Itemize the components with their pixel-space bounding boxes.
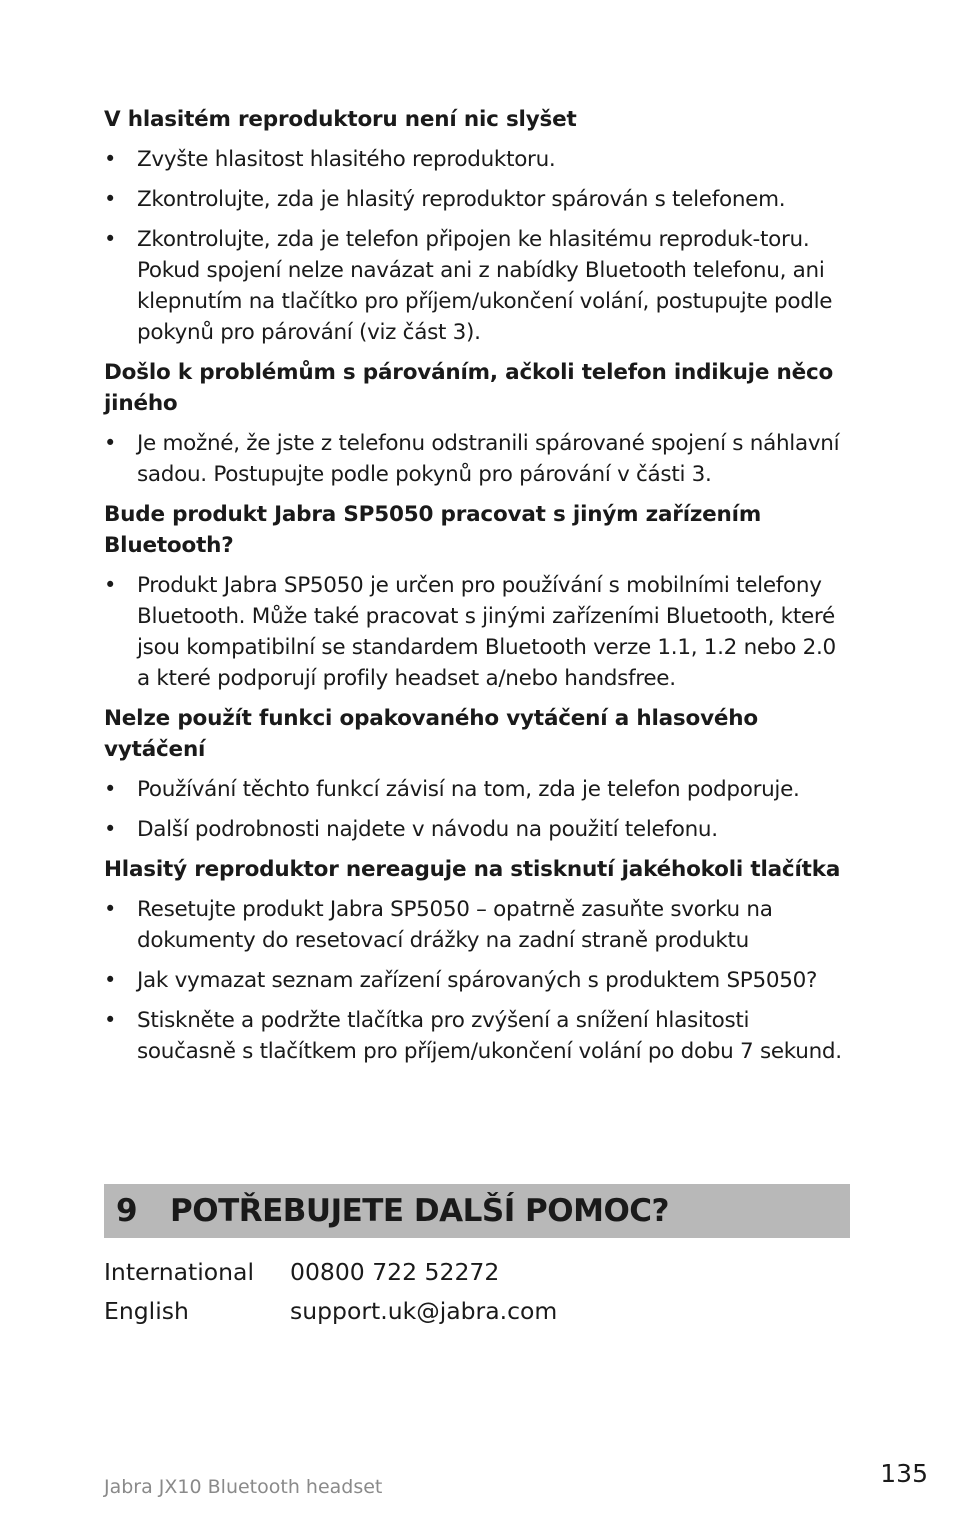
bullet-icon: • [104, 1008, 117, 1032]
bullet-icon: • [104, 187, 117, 211]
bullet-icon: • [104, 147, 117, 171]
bullet-list [104, 428, 850, 490]
contact-table [104, 1253, 850, 1331]
section-heading: Nelze použít funkci opakovaného vytáčení a hlasového vytáčení [104, 706, 758, 762]
list-item [104, 224, 850, 348]
list-item [104, 814, 850, 845]
bullet-list [104, 774, 850, 845]
section-heading: Bude produkt Jabra SP5050 pracovat s jiným zařízením Bluetooth? [104, 502, 762, 558]
list-item-text: Jak vymazat seznam zařízení spárovaných s produktem SP5050? [137, 968, 818, 993]
troubleshooting-content [104, 104, 850, 1076]
bullet-list [104, 144, 850, 348]
bullet-icon: • [104, 777, 117, 801]
list-item-text: Je možné, že jste z telefonu odstranili spárované spojení s náhlavní sadou. Postupujte podle pokynů pro párování v části 3. [137, 431, 840, 487]
contact-value: 00800 722 52272 [290, 1258, 500, 1286]
list-item [104, 570, 850, 694]
contact-row [104, 1253, 850, 1292]
list-item [104, 144, 850, 175]
contact-label: International [104, 1258, 254, 1286]
bullet-icon: • [104, 573, 117, 597]
faq-section [104, 357, 850, 490]
footer-product-name: Jabra JX10 Bluetooth headset [104, 1476, 383, 1498]
chapter-title: POTŘEBUJETE DALŠÍ POMOC? [170, 1193, 670, 1229]
list-item-text: Stiskněte a podržte tlačítka pro zvýšení a snížení hlasitosti současně s tlačítkem pro příjem/ukončení volání po dobu 7 sekund. [137, 1008, 842, 1064]
section-heading: V hlasitém reproduktoru není nic slyšet [104, 107, 577, 132]
section-heading: Hlasitý reproduktor nereaguje na stisknutí jakéhokoli tlačítka [104, 857, 841, 882]
list-item [104, 774, 850, 805]
bullet-icon: • [104, 431, 117, 455]
faq-section [104, 854, 850, 1067]
list-item [104, 184, 850, 215]
contact-row [104, 1292, 850, 1331]
faq-section [104, 499, 850, 694]
list-item-text: Další podrobnosti najdete v návodu na použití telefonu. [137, 817, 718, 842]
chapter-number: 9 [116, 1193, 138, 1229]
page-number: 135 [880, 1459, 928, 1488]
list-item [104, 965, 850, 996]
list-item-text: Používání těchto funkcí závisí na tom, zda je telefon podporuje. [137, 777, 800, 802]
list-item-text: Resetujte produkt Jabra SP5050 – opatrně zasuňte svorku na dokumenty do resetovací drážky na zadní straně produktu [137, 897, 773, 953]
list-item [104, 1005, 850, 1067]
contact-value: support.uk@jabra.com [290, 1297, 558, 1325]
section-heading: Došlo k problémům s párováním, ačkoli telefon indikuje něco jiného [104, 360, 834, 416]
list-item-text: Produkt Jabra SP5050 je určen pro používání s mobilními telefony Bluetooth. Může také pracovat s jinými zařízeními Bluetooth, které jsou kompatibilní se standardem Bluetooth verze 1.1, 1.2 nebo 2.0 a které podporují profily headset a/nebo handsfree. [137, 573, 836, 691]
bullet-list [104, 894, 850, 1067]
faq-section [104, 104, 850, 348]
list-item-text: Zvyšte hlasitost hlasitého reproduktoru. [137, 147, 556, 172]
bullet-list [104, 570, 850, 694]
chapter-heading-bar [104, 1184, 850, 1238]
contact-label: English [104, 1297, 189, 1325]
bullet-icon: • [104, 968, 117, 992]
bullet-icon: • [104, 897, 117, 921]
list-item [104, 894, 850, 956]
bullet-icon: • [104, 817, 117, 841]
bullet-icon: • [104, 227, 117, 251]
list-item-text: Zkontrolujte, zda je hlasitý reproduktor spárován s telefonem. [137, 187, 786, 212]
list-item [104, 428, 850, 490]
list-item-text: Zkontrolujte, zda je telefon připojen ke hlasitému reproduk-toru. Pokud spojení nelze navázat ani z nabídky Bluetooth telefonu, ani klepnutím na tlačítko pro příjem/ukončení volání, postupujte podle pokynů pro párování (viz část 3). [137, 227, 833, 345]
faq-section [104, 703, 850, 845]
